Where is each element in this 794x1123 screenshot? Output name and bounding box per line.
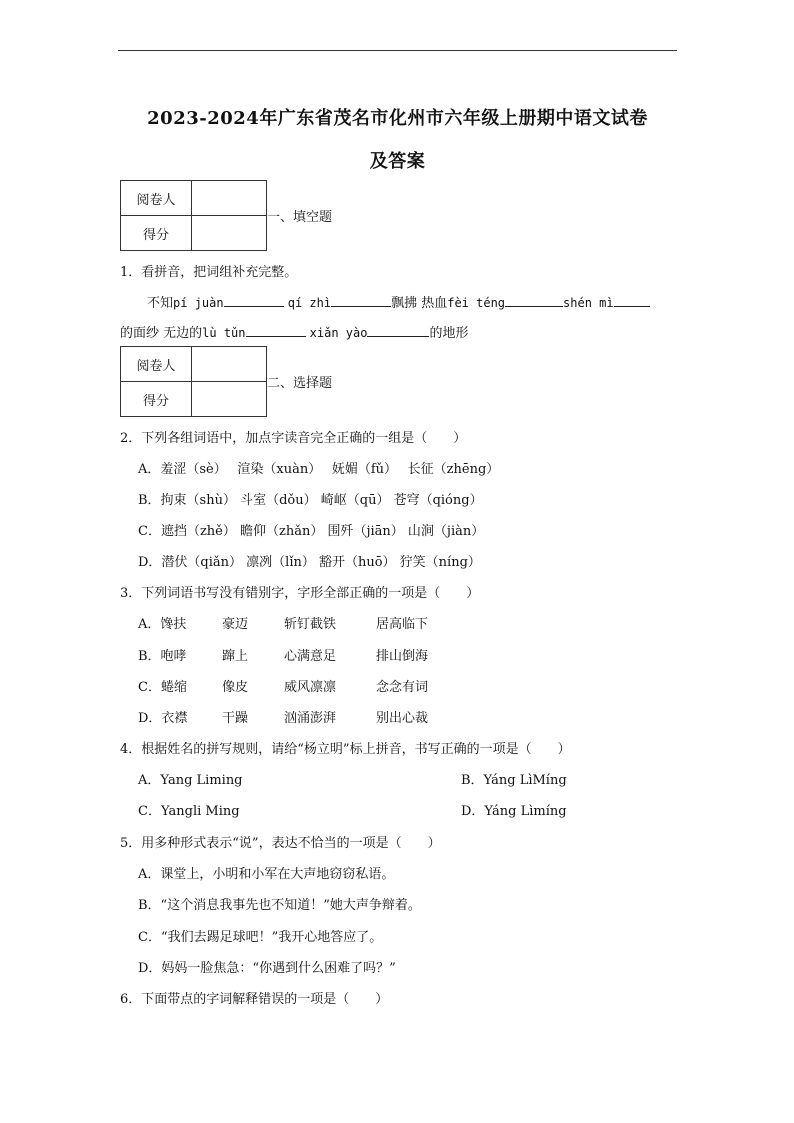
question-3-option-d[interactable]: [138, 707, 428, 726]
score-box-section-1: [120, 180, 267, 251]
question-2-option-a[interactable]: A．羞涩（sè） 渲染（xuàn） 妩媚（fǔ） 长征（zhēng）: [138, 462, 500, 477]
word: 干躁: [222, 711, 249, 726]
word: 斩钉截铁: [284, 617, 337, 632]
reviewer-cell: [192, 181, 267, 216]
question-3-option-c[interactable]: [138, 676, 428, 695]
question-2-option-c[interactable]: C．遮挡（zhě） 瞻仰（zhǎn） 围歼（jiān） 山涧（jiàn）: [138, 524, 485, 539]
reviewer-label: 阅卷人: [121, 181, 192, 216]
page-title-continued: 及答案: [369, 151, 426, 172]
reviewer-label: 阅卷人: [121, 347, 192, 382]
question-1-stem: 1．看拼音，把词组补充完整。: [120, 265, 298, 280]
question-2-option-b[interactable]: B．拘束（shù） 斗室（dǒu） 崎岖（qū） 苍穹（qióng）: [138, 493, 483, 508]
word: 蹿上: [222, 649, 249, 664]
score-cell: [192, 382, 267, 417]
word: A．馋扶: [138, 617, 187, 632]
answer-blank[interactable]: [246, 324, 306, 337]
text: 的面纱 无边的: [120, 326, 203, 341]
word: 汹涌澎湃: [284, 711, 337, 726]
header-rule: [118, 50, 677, 51]
pinyin: shén mì: [563, 296, 614, 310]
answer-blank[interactable]: [331, 294, 391, 307]
answer-blank[interactable]: [505, 294, 563, 307]
question-4-option-b[interactable]: B．Yáng LìMíng: [461, 773, 567, 788]
word: 居高临下: [376, 617, 429, 632]
question-4-stem: 4．根据姓名的拼写规则，请给“杨立明”标上拼音，书写正确的一项是（ ）: [120, 742, 571, 757]
word: C．蜷缩: [138, 680, 187, 695]
score-label: 得分: [121, 382, 192, 417]
pinyin: fèi téng: [447, 296, 506, 310]
question-1-line-1: [147, 292, 650, 311]
word: 念念有词: [376, 680, 429, 695]
pinyin: xiǎn yào: [309, 326, 368, 340]
question-6-stem: 6．下面带点的字词解释错误的一项是（ ）: [120, 992, 389, 1007]
question-3-option-b[interactable]: [138, 645, 428, 664]
question-4-option-d[interactable]: D．Yáng Lìmíng: [461, 804, 567, 819]
word: B．咆哮: [138, 649, 187, 664]
page-title: 2023-2024年广东省茂名市化州市六年级上册期中语文试卷: [147, 108, 648, 129]
word: 心满意足: [284, 649, 337, 664]
question-2-option-d[interactable]: D．潜伏（qiǎn） 凛冽（lǐn） 豁开（huō） 狞笑（níng）: [138, 555, 481, 570]
question-3-stem: 3．下列词语书写没有错别字，字形全部正确的一项是（ ）: [120, 586, 480, 601]
answer-blank[interactable]: [614, 294, 650, 307]
reviewer-cell: [192, 347, 267, 382]
word: D．衣襟: [138, 711, 188, 726]
word: 威风凛凛: [284, 680, 337, 695]
text: 飘拂 热血: [391, 296, 448, 311]
pinyin: pí juàn: [173, 296, 224, 310]
text: 不知: [147, 296, 174, 311]
question-3-option-a[interactable]: [138, 613, 428, 632]
question-5-option-d[interactable]: D．妈妈一脸焦急：“你遇到什么困难了吗？”: [138, 961, 396, 976]
word: 排山倒海: [376, 649, 429, 664]
section-heading-fill: 一、填空题: [267, 210, 333, 225]
pinyin: qí zhì: [287, 296, 332, 310]
pinyin: lù tǔn: [202, 326, 246, 340]
question-1-line-2: [120, 322, 468, 341]
score-label: 得分: [121, 216, 192, 251]
word: 像皮: [222, 680, 249, 695]
word: 豪迈: [222, 617, 249, 632]
score-box-section-2: [120, 346, 267, 417]
answer-blank[interactable]: [367, 324, 429, 337]
section-heading-choice: 二、选择题: [267, 376, 333, 391]
text: 的地形: [429, 326, 469, 341]
answer-blank[interactable]: [224, 294, 284, 307]
question-5-option-b[interactable]: B．“这个消息我事先也不知道！”她大声争辩着。: [138, 898, 421, 913]
question-4-option-c[interactable]: C．Yangli Ming: [138, 804, 240, 819]
question-5-option-a[interactable]: A．课堂上，小明和小军在大声地窃窃私语。: [138, 867, 395, 882]
question-5-stem: 5．用多种形式表示“说”，表达不恰当的一项是（ ）: [120, 836, 441, 851]
question-2-stem: 2．下列各组词语中，加点字读音完全正确的一组是（ ）: [120, 431, 467, 446]
word: 别出心裁: [376, 711, 429, 726]
question-5-option-c[interactable]: C．“我们去踢足球吧！”我开心地答应了。: [138, 930, 383, 945]
question-4-option-a[interactable]: A．Yang Liming: [138, 773, 243, 788]
score-cell: [192, 216, 267, 251]
